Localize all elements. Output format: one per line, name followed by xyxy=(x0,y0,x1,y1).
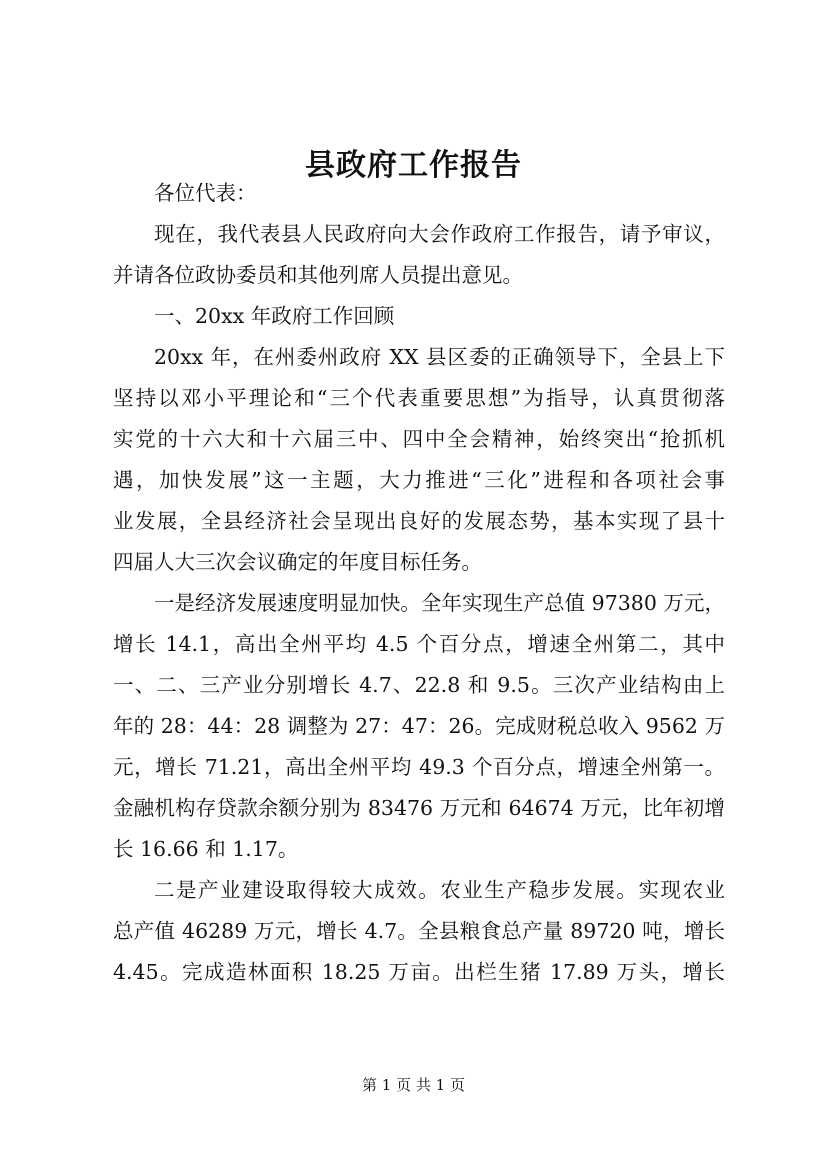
body-line: 一是经济发展速度明显加快。全年实现生产总值 97380 万元， xyxy=(154,591,725,615)
page-footer: 第 1 页 共 1 页 xyxy=(362,1076,465,1094)
body-line: 长 16.66 和 1.17。 xyxy=(113,837,299,861)
body-line: 并请各位政协委员和其他列席人员提出意见。 xyxy=(113,263,523,287)
body-line: 一、20xx 年政府工作回顾 xyxy=(154,304,395,328)
document-body xyxy=(113,173,725,993)
body-line: 4.45。完成造林面积 18.25 万亩。出栏生猪 17.89 万头，增长 xyxy=(113,960,725,984)
document-title: 县政府工作报告 xyxy=(305,148,522,183)
body-line: 实党的十六大和十六届三中、四中全会精神，始终突出“抢抓机 xyxy=(113,427,725,451)
body-line: 一、二、三产业分别增长 4.7、22.8 和 9.5。三次产业结构由上 xyxy=(113,673,725,697)
body-line: 四届人大三次会议确定的年度目标任务。 xyxy=(113,550,482,574)
body-line: 增长 14.1，高出全州平均 4.5 个百分点，增速全州第二，其中 xyxy=(113,632,725,656)
body-line: 元，增长 71.21，高出全州平均 49.3 个百分点，增速全州第一。 xyxy=(113,755,725,779)
body-line: 现在，我代表县人民政府向大会作政府工作报告，请予审议， xyxy=(154,222,725,246)
body-line: 金融机构存贷款余额分别为 83476 万元和 64674 万元，比年初增 xyxy=(113,796,725,820)
body-line: 20xx 年，在州委州政府 XX 县区委的正确领导下，全县上下 xyxy=(154,345,725,369)
body-line: 年的 28：44：28 调整为 27：47：26。完成财税总收入 9562 万 xyxy=(113,714,725,738)
body-line: 遇，加快发展”这一主题，大力推进“三化”进程和各项社会事 xyxy=(113,468,725,492)
body-line: 各位代表： xyxy=(154,181,257,205)
body-line: 二是产业建设取得较大成效。农业生产稳步发展。实现农业 xyxy=(154,878,725,902)
body-line: 总产值 46289 万元，增长 4.7。全县粮食总产量 89720 吨，增长 xyxy=(113,919,725,943)
body-line: 业发展，全县经济社会呈现出良好的发展态势，基本实现了县十 xyxy=(113,509,725,533)
body-line: 坚持以邓小平理论和“三个代表重要思想”为指导，认真贯彻落 xyxy=(113,386,725,410)
